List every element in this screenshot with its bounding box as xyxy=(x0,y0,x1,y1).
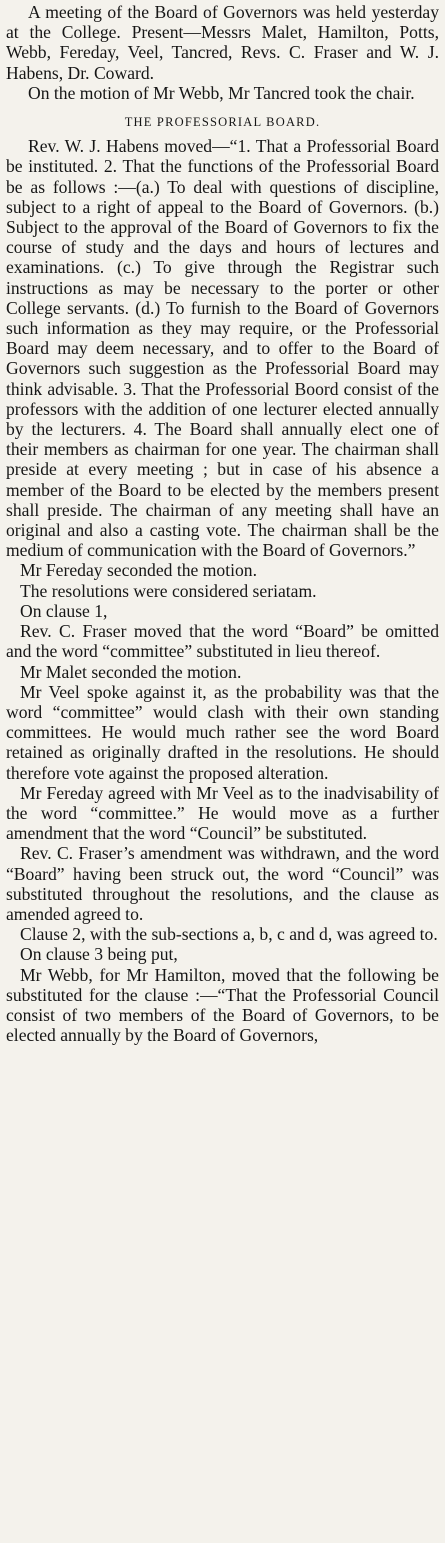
fereday-agreed-paragraph: Mr Fereday agreed with Mr Veel as to the inadvisability of the word “committee.” He would move as a further amendment that the word “Council” be substituted. xyxy=(6,782,439,844)
fereday-seconded-paragraph: Mr Fereday seconded the motion. xyxy=(20,560,257,581)
on-clause-1-paragraph: On clause 1, xyxy=(20,600,108,621)
webb-moved-paragraph: Mr Webb, for Mr Hamilton, moved that the following be substituted for the clause :—“That the Professorial Council consist of two members of the Board of Governors, to be elected annually by the Board of Governors, xyxy=(6,964,439,1046)
amendment-withdrawn-paragraph: Rev. C. Fraser’s amendment was withdrawn, and the word “Board” having been struck out, the word “Council” was substituted throughout the resolutions, and the clause as amended agreed to. xyxy=(6,843,439,924)
on-clause-3-paragraph: On clause 3 being put, xyxy=(20,944,178,965)
section-heading: THE PROFESSORIAL BOARD. xyxy=(124,115,321,130)
malet-seconded-paragraph: Mr Malet seconded the motion. xyxy=(20,661,242,682)
intro-paragraph: A meeting of the Board of Governors was held yesterday at the College. Present—Messrs Malet, Hamilton, Potts, Webb, Fereday, Veel, Tancred, Revs. C. Fraser and W. J. Habens, Dr. Coward. xyxy=(6,2,439,83)
veel-spoke-paragraph: Mr Veel spoke against it, as the probability was that the word “committee” would clash with their own standing committees. He would much rather see the word Board retained as originally drafted in the resolutions. He should therefore vote against the proposed alteration. xyxy=(6,681,439,783)
chair-paragraph: On the motion of Mr Webb, Mr Tancred took the chair. xyxy=(28,82,415,103)
considered-paragraph: The resolutions were considered seriatam. xyxy=(20,580,317,601)
habens-motion-paragraph: Rev. W. J. Habens moved—“1. That a Professorial Board be instituted. 2. That the functions of the Professorial Board be as follows :—(a.) To deal with questions of discipline, subject to a right of appeal to the Board of Governors. (b.) Subject to the approval of the Board of Governors to fix the course of study and the days and hours of lectures and examinations. (c.) To give through the Registrar such instructions as may be necessary to the porter or other College servants. (d.) To furnish to the Board of Governors such information as they may require, or the Professorial Board may deem necessary, and to offer to the Board of Governors such suggestion as the Professorial Board may think advisable. 3. That the Professorial Boord consist of the professors with the addition of one lecturer elected annually by the lecturers. 4. The Board shall annually elect one of their members as chairman for one year. The chairman shall preside at every meeting ; but in case of his absence a member of the Board to be elected by the members present shall preside. The chairman of any meeting shall have an original and also a casting vote. The chairman shall be the medium of communication with the Board of Governors.” xyxy=(6,136,439,561)
fraser-moved-paragraph: Rev. C. Fraser moved that the word “Board” be omitted and the word “committee” substituted in lieu thereof. xyxy=(6,621,439,662)
clause-2-paragraph: Clause 2, with the sub-sections a, b, c and d, was agreed to. xyxy=(20,924,438,945)
